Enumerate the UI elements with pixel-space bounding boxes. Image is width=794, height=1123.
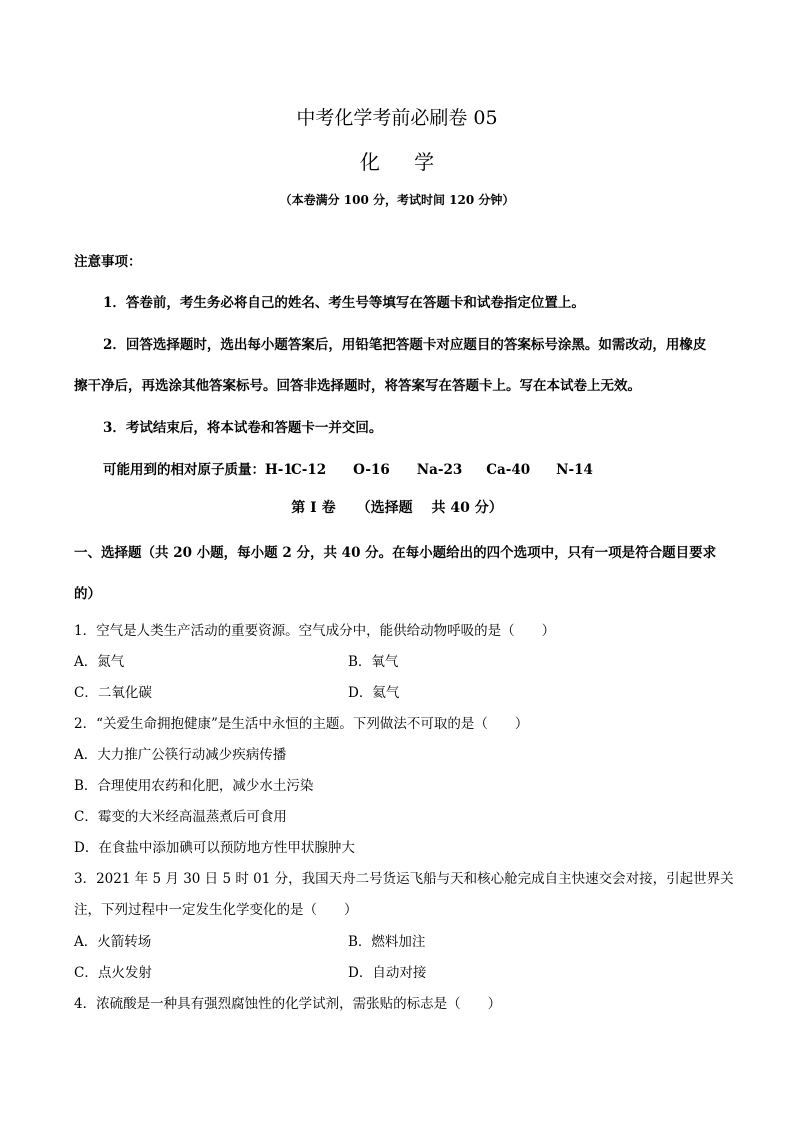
exam-title: 中考化学考前必刷卷 05 bbox=[296, 107, 498, 129]
question-3-option-c: C．点火发射 bbox=[74, 965, 152, 981]
atom-n: N-14 bbox=[556, 462, 593, 478]
part-title: 第 I 卷 （选择题 共 40 分） bbox=[291, 500, 503, 516]
notice-item-1: 1．答卷前，考生务必将自己的姓名、考生号等填写在答题卡和试卷指定位置上。 bbox=[103, 295, 585, 311]
notice-heading: 注意事项： bbox=[74, 254, 142, 270]
question-1-option-b: B．氧气 bbox=[348, 654, 399, 670]
subject-title: 化 学 bbox=[359, 150, 449, 174]
question-1-option-c: C．二氧化碳 bbox=[74, 685, 152, 701]
question-2-option-a: A．大力推广公筷行动减少疾病传播 bbox=[74, 747, 287, 763]
question-1-option-a: A．氮气 bbox=[74, 654, 125, 670]
notice-item-3: 3．考试结束后，将本试卷和答题卡一并交回。 bbox=[103, 420, 383, 436]
question-1-stem: 1．空气是人类生产活动的重要资源。空气成分中，能供给动物呼吸的是（ ） bbox=[74, 623, 556, 639]
atom-o: O-16 bbox=[353, 462, 390, 478]
section-heading-cont: 的） bbox=[74, 586, 101, 602]
question-3-stem: 3．2021 年 5 月 30 日 5 时 01 分，我国天舟二号货运飞船与天和核心舱完成自主快速交会对接，引起世界关 bbox=[74, 871, 734, 887]
atom-na: Na-23 bbox=[416, 462, 463, 478]
question-2-option-d: D．在食盐中添加碘可以预防地方性甲状腺肿大 bbox=[74, 840, 355, 856]
question-3-option-a: A．火箭转场 bbox=[74, 934, 152, 950]
question-1-option-d: D．氦气 bbox=[348, 685, 400, 701]
atomic-mass-label: 可能用到的相对原子质量： bbox=[103, 462, 265, 478]
atom-c: C-12 bbox=[291, 462, 327, 478]
atomic-mass-line: 可能用到的相对原子质量：H-1C-12 O-16 Na-23 Ca-40 N-14 bbox=[103, 458, 593, 478]
question-3-option-d: D．自动对接 bbox=[348, 965, 427, 981]
notice-item-2-cont: 擦干净后，再选涂其他答案标号。回答非选择题时，将答案写在答题卡上。写在本试卷上无效。 bbox=[74, 378, 641, 394]
question-2-option-b: B．合理使用农药和化肥，减少水土污染 bbox=[74, 778, 314, 794]
question-4-stem: 4．浓硫酸是一种具有强烈腐蚀性的化学试剂，需张贴的标志是（ ） bbox=[74, 996, 502, 1012]
question-3-stem-cont: 注，下列过程中一定发生化学变化的是（ ） bbox=[74, 902, 358, 918]
exam-meta: （本卷满分 100 分，考试时间 120 分钟） bbox=[279, 193, 515, 207]
question-3-option-b: B．燃料加注 bbox=[348, 934, 426, 950]
question-2-stem: 2．“关爱生命拥抱健康”是生活中永恒的主题。下列做法不可取的是（ ） bbox=[74, 716, 529, 732]
section-heading: 一、选择题（共 20 小题，每小题 2 分，共 40 分。在每小题给出的四个选项中，只有一项是符合题目要求 bbox=[74, 545, 717, 561]
question-2-option-c: C．霉变的大米经高温蒸煮后可食用 bbox=[74, 809, 287, 825]
notice-item-2: 2．回答选择题时，选出每小题答案后，用铅笔把答题卡对应题目的答案标号涂黑。如需改动，用橡皮 bbox=[103, 337, 707, 353]
atom-ca: Ca-40 bbox=[486, 462, 531, 478]
